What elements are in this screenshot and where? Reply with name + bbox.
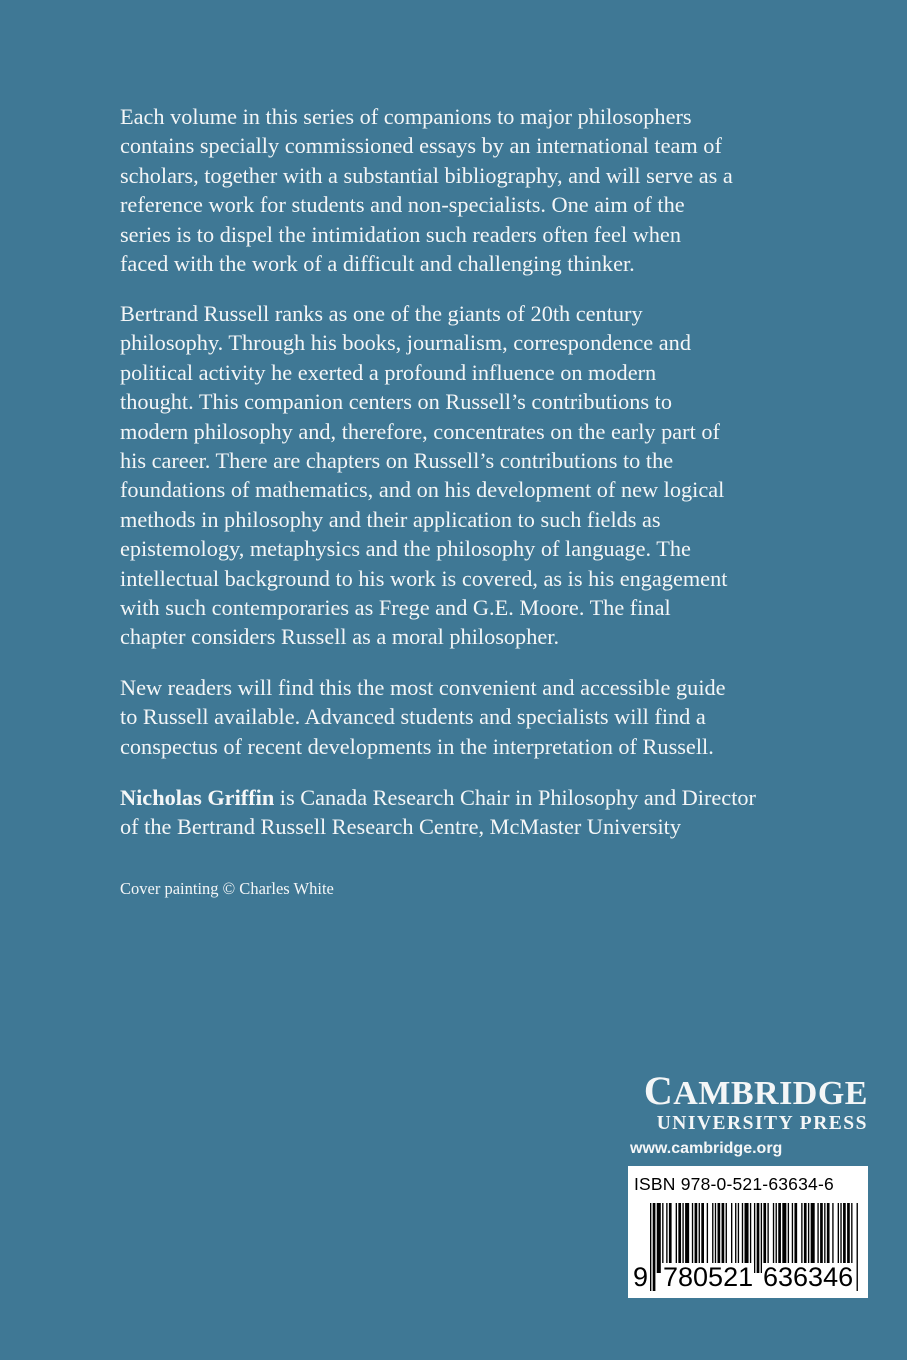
text-line: scholars, together with a substantial bibliography, and will serve as a — [120, 162, 733, 188]
publisher-subname: UNIVERSITY PRESS — [656, 1113, 868, 1134]
text-line: conspectus of recent developments in the interpretation of Russell. — [120, 733, 714, 759]
text-line: thought. This companion centers on Russell’s contributions to — [120, 389, 673, 415]
barcode-digits-left: 780521 — [663, 1262, 754, 1292]
text-line: intellectual background to his work is covered, as is his engagement — [120, 565, 728, 591]
text-line: methods in philosophy and their application to such fields as — [120, 506, 661, 532]
audience-paragraph — [120, 673, 880, 761]
text-line: chapter considers Russell as a moral philosopher. — [120, 624, 560, 650]
editor-bio — [120, 783, 880, 842]
publisher-name: AMBRIDGE — [673, 1075, 868, 1112]
barcode-bar — [754, 1203, 755, 1273]
editor-bio-line1: is Canada Research Chair in Philosophy and Director — [274, 785, 756, 810]
barcode-bar — [757, 1203, 760, 1273]
barcode-digit-first: 9 — [633, 1262, 649, 1292]
text-line: series is to dispel the intimidation such readers often feel when — [120, 221, 681, 247]
text-line: to Russell available. Advanced students and specialists will find a — [120, 704, 706, 730]
text-line: philosophy. Through his books, journalism, correspondence and — [120, 330, 691, 356]
cover-credit: Cover painting © Charles White — [120, 879, 334, 898]
isbn-barcode — [628, 1166, 868, 1298]
barcode-bar — [857, 1203, 858, 1291]
text-line: political activity he exerted a profound influence on modern — [120, 359, 657, 385]
text-line: faced with the work of a difficult and challenging thinker. — [120, 251, 635, 277]
text-line: Bertrand Russell ranks as one of the giants of 20th century — [120, 301, 643, 326]
text-line: modern philosophy and, therefore, concentrates on the early part of — [120, 418, 720, 444]
text-line: Each volume in this series of companions to major philosophers — [120, 104, 692, 129]
barcode-digits-right: 636346 — [763, 1262, 854, 1292]
text-line: New readers will find this the most convenient and accessible guide — [120, 675, 726, 700]
publisher-url: www.cambridge.org — [630, 1140, 783, 1157]
text-line: contains specially commissioned essays by an international team of — [120, 133, 722, 159]
publisher-initial: C — [643, 1068, 674, 1113]
text-line: his career. There are chapters on Russell’s contributions to the — [120, 448, 674, 474]
description-paragraph — [120, 299, 880, 652]
text-line: reference work for students and non-specialists. One aim of the — [120, 192, 685, 218]
series-intro-paragraph — [120, 102, 880, 278]
text-line: epistemology, metaphysics and the philosophy of language. The — [120, 536, 691, 562]
editor-bio-line2: of the Bertrand Russell Research Centre, McMaster University — [120, 814, 681, 840]
publisher-logo — [628, 1068, 868, 1158]
isbn-label: ISBN 978-0-521-63634-6 — [634, 1174, 834, 1194]
text-line: foundations of mathematics, and on his development of new logical — [120, 477, 725, 503]
barcode-bar — [650, 1203, 651, 1291]
text-line: with such contemporaries as Frege and G.E. Moore. The final — [120, 595, 671, 621]
barcode-bar — [657, 1203, 661, 1273]
editor-name: Nicholas Griffin — [120, 785, 275, 810]
barcode-bar — [653, 1203, 656, 1291]
